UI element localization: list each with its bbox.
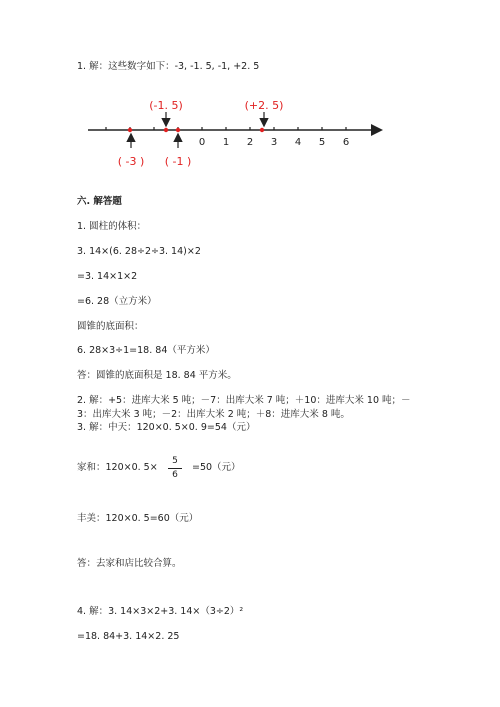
tick-label: 4 [294, 137, 302, 148]
tick-label: 2 [246, 137, 254, 148]
number-marker [128, 128, 132, 132]
number-marker [260, 128, 264, 132]
label-minus-3: ( -3 ) [117, 155, 145, 168]
q1-volume-label: 1. 圆柱的体积： [77, 221, 147, 232]
tick-label: 0 [198, 137, 206, 148]
number-marker [176, 128, 180, 132]
q2-line2: 3：出库大米 3 吨；－2：出库大米 2 吨；＋8：进库大米 8 吨。 [77, 409, 350, 420]
tick-label: 1 [222, 137, 230, 148]
q1-step1: 3. 14×(6. 28÷2÷3. 14)×2 [77, 246, 201, 257]
q3-answer: 答：去家和店比较合算。 [77, 558, 182, 569]
number-line-figure [80, 94, 390, 174]
q3-fengmei: 丰美：120×0. 5=60（元） [77, 513, 199, 524]
fraction-denominator: 6 [172, 470, 178, 480]
label-minus-1: ( -1 ) [164, 155, 192, 168]
tick-label: 5 [318, 137, 326, 148]
q1-answer: 1. 解：这些数字如下：-3, -1. 5, -1, +2. 5 [77, 61, 260, 72]
q3-jiahe-result: =50（元） [192, 462, 241, 473]
q1-answer-text: 答：圆锥的底面积是 18. 84 平方米。 [77, 370, 237, 381]
q1-step2: =3. 14×1×2 [77, 271, 138, 282]
q3-zhongtian: 3. 解：中天：120×0. 5×0. 9=54（元） [77, 422, 256, 433]
label-minus-1-5: (-1. 5) [149, 99, 183, 112]
q4-line1: 4. 解：3. 14×3×2+3. 14×（3÷2）² [77, 606, 244, 617]
section-6-title: 六. 解答题 [77, 196, 122, 207]
q3-jiahe-prefix: 家和：120×0. 5× [77, 462, 158, 473]
q4-line2: =18. 84+3. 14×2. 25 [77, 631, 180, 642]
q1-base-area-calc: 6. 28×3÷1=18. 84（平方米） [77, 345, 215, 356]
label-plus-2-5: (+2. 5) [244, 99, 284, 112]
tick-label: 6 [342, 137, 350, 148]
q2-line1: 2. 解：+5：进库大米 5 吨；－7：出库大米 7 吨；＋10：进库大米 10 吨；－ [77, 395, 411, 406]
fraction-bar [168, 468, 182, 469]
number-marker [164, 128, 168, 132]
fraction-five-sixths [168, 456, 182, 482]
tick-label: 3 [270, 137, 278, 148]
fraction-numerator: 5 [172, 456, 178, 466]
q1-base-area-label: 圆锥的底面积： [77, 321, 144, 332]
q1-step3: =6. 28（立方米） [77, 296, 157, 307]
